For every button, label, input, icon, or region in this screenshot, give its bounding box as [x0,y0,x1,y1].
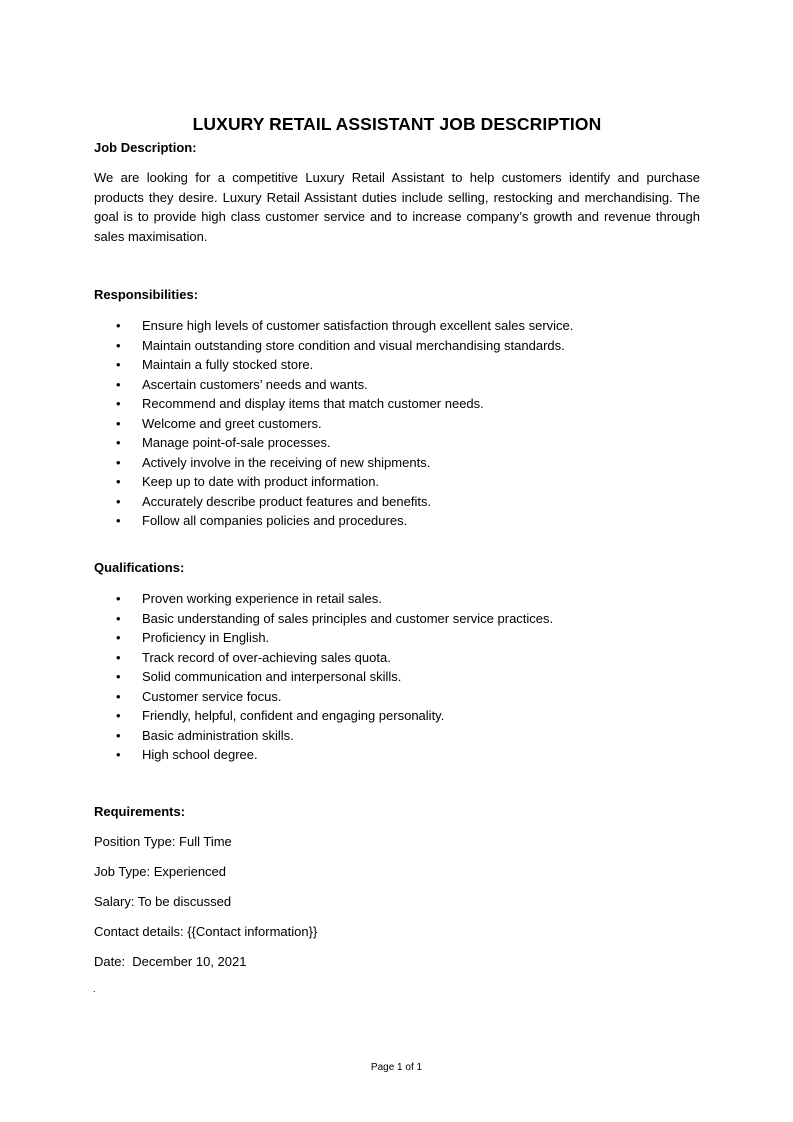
responsibility-item [94,433,700,453]
qualification-item-text: Solid communication and interpersonal skills. [142,669,402,684]
qualification-item [94,706,700,726]
responsibility-item [94,414,700,434]
responsibility-item-text: Ensure high levels of customer satisfaction through excellent sales service. [142,318,574,333]
bullet-icon: • [116,435,121,450]
bullet-icon: • [116,337,121,353]
responsibility-item [94,472,700,492]
responsibility-item-text: Welcome and greet customers. [142,415,322,431]
bullet-icon: • [116,454,121,470]
responsibility-item-text: Maintain a fully stocked store. [142,357,314,372]
qualifications-heading: Qualifications: [94,560,185,575]
trailing-mark: . [93,984,96,994]
bullet-icon: • [116,669,121,684]
responsibility-item [94,336,700,356]
page-number: Page 1 of 1 [370,1062,423,1073]
responsibility-item-text: Ascertain customers’ needs and wants. [142,376,368,392]
qualification-item-text: Customer service focus. [142,688,282,704]
responsibility-item [94,492,700,512]
salary: Salary: To be discussed [94,894,232,909]
qualification-item [94,667,700,687]
qualification-item-text: Proven working experience in retail sales. [142,591,382,606]
bullet-icon: • [116,357,121,372]
qualification-item-text: Proficiency in English. [142,630,270,645]
responsibility-item [94,355,700,375]
bullet-icon: • [116,610,121,626]
qualification-item-text: Friendly, helpful, confident and engaging personality. [142,708,445,723]
responsibility-item-text: Maintain outstanding store condition and visual merchandising standards. [142,337,565,353]
qualification-item [94,628,700,648]
qualification-item [94,589,700,609]
qualification-item [94,745,700,765]
bullet-icon: • [116,396,121,411]
responsibility-item-text: Accurately describe product features and benefits. [142,493,432,509]
bullet-icon: • [116,474,121,489]
bullet-icon: • [116,513,121,528]
bullet-icon: • [116,415,121,431]
qualification-item-text: High school degree. [142,747,258,762]
responsibilities-list [94,316,700,531]
responsibility-item [94,375,700,395]
job-description-text: We are looking for a competitive Luxury Retail Assistant to help customers identify and purchase products they desire. Luxury Retail Assistant duties include selling, restocking and merchandising. The goal is to provide high class customer service and to increase company’s growth and revenue through sales maximisation. [94,170,700,244]
responsibility-item-text: Recommend and display items that match customer needs. [142,396,484,411]
bullet-icon: • [116,649,121,665]
responsibility-item-text: Keep up to date with product information. [142,474,380,489]
bullet-icon: • [116,376,121,392]
responsibility-item-text: Follow all companies policies and procedures. [142,513,408,528]
bullet-icon: • [116,591,121,606]
position-type: Position Type: Full Time [94,834,232,849]
job-description-heading: Job Description: [94,140,197,155]
bullet-icon: • [116,318,121,333]
document-title: LUXURY RETAIL ASSISTANT JOB DESCRIPTION [192,114,602,134]
responsibilities-heading: Responsibilities: [94,287,199,302]
qualification-item-text: Track record of over-achieving sales quota. [142,649,391,665]
qualification-item [94,648,700,668]
qualification-item-text: Basic administration skills. [142,727,294,743]
qualification-item [94,687,700,707]
responsibility-item [94,316,700,336]
bullet-icon: • [116,747,121,762]
bullet-icon: • [116,688,121,704]
bullet-icon: • [116,493,121,509]
qualification-item-text: Basic understanding of sales principles and customer service practices. [142,610,554,626]
responsibility-item [94,453,700,473]
responsibility-item-text: Actively involve in the receiving of new shipments. [142,454,431,470]
requirements-heading: Requirements: [94,804,186,819]
qualifications-list [94,589,700,765]
qualification-item [94,609,700,629]
date: Date: December 10, 2021 [94,954,247,969]
responsibility-item-text: Manage point-of-sale processes. [142,435,331,450]
job-type: Job Type: Experienced [94,864,227,879]
bullet-icon: • [116,630,121,645]
bullet-icon: • [116,727,121,743]
bullet-icon: • [116,708,121,723]
qualification-item [94,726,700,746]
responsibility-item [94,394,700,414]
contact-details: Contact details: {{Contact information}} [94,924,318,939]
responsibility-item [94,511,700,531]
